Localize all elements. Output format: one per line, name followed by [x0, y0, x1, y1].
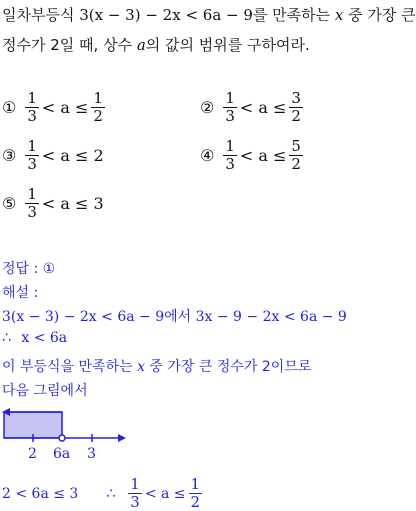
- problem-var-x: x: [334, 6, 344, 24]
- step1-lhs: 3(x − 3) − 2x < 6a − 9: [2, 309, 165, 325]
- answer-line: 정답 : ①: [2, 261, 56, 277]
- frac-numerator: 5: [291, 137, 301, 155]
- choice-rhs-frac: [91, 90, 105, 125]
- frac-denominator: 3: [130, 493, 140, 511]
- problem-line-2: [2, 34, 310, 56]
- number-line-diagram: [0, 402, 140, 462]
- open-circle: [59, 435, 65, 441]
- frac-denominator: 3: [225, 155, 235, 173]
- choice-number: ④: [200, 146, 215, 165]
- frac-denominator: 3: [27, 203, 37, 221]
- choice-2[interactable]: [200, 90, 306, 125]
- solution-header: 해설 :: [2, 285, 39, 301]
- frac-numerator: 1: [27, 89, 37, 107]
- frac-numerator: 1: [130, 475, 140, 493]
- frac-denominator: 2: [93, 107, 103, 125]
- choice-number: ①: [2, 98, 17, 117]
- choice-1[interactable]: [2, 90, 108, 125]
- choice-rhs-frac: [289, 90, 303, 125]
- choice-5[interactable]: [2, 186, 104, 221]
- choice-frac: [223, 138, 237, 173]
- choice-frac: [25, 138, 39, 173]
- choice-number: ⑤: [2, 194, 17, 213]
- solution-step-1: [2, 306, 347, 326]
- choice-number: ③: [2, 146, 17, 165]
- final-frac: [128, 476, 142, 511]
- final-therefore: ∴: [106, 485, 116, 502]
- problem-inequality: 3(x − 3) − 2x < 6a − 9: [79, 6, 253, 24]
- frac-denominator: 2: [291, 107, 301, 125]
- frac-numerator: 1: [27, 185, 37, 203]
- tick-label-3: 3: [87, 446, 96, 462]
- frac-denominator: 2: [291, 155, 301, 173]
- tick-label-2: 2: [28, 446, 37, 462]
- step2-inequality: x < 6a: [21, 330, 68, 346]
- choice-frac: [25, 186, 39, 221]
- step3-prefix: 이 부등식을 만족하는: [2, 359, 138, 375]
- choice-relation: < a ≤: [239, 146, 287, 165]
- final-left: 2 < 6a ≤ 3: [2, 485, 79, 502]
- right-arrowhead: [118, 434, 126, 442]
- problem-prefix: 일차부등식: [2, 6, 80, 24]
- frac-numerator: 3: [291, 89, 301, 107]
- problem-line-1: [2, 4, 416, 26]
- therefore-symbol: ∴: [2, 330, 11, 346]
- tick-label-6a: 6a: [53, 446, 71, 462]
- solution-step-4: 다음 그림에서: [2, 383, 88, 399]
- frac-denominator: 2: [190, 493, 201, 511]
- choice-frac: [25, 90, 39, 125]
- problem-suffix: 중 가장 큰: [343, 6, 416, 24]
- choice-frac: [223, 90, 237, 125]
- solution-step-2: [2, 330, 67, 346]
- choice-relation: < a ≤ 2: [41, 146, 104, 165]
- frac-denominator: 3: [27, 155, 37, 173]
- final-relation: < a ≤: [144, 485, 186, 502]
- choice-relation: < a ≤: [239, 98, 287, 117]
- step3-suffix: 중 가장 큰 정수가 2이므로: [144, 359, 312, 375]
- step1-rhs: 3x − 9 − 2x < 6a − 9: [195, 309, 347, 325]
- choice-4[interactable]: [200, 138, 306, 173]
- frac-numerator: 1: [93, 89, 103, 107]
- choice-rhs-frac: [289, 138, 303, 173]
- choice-relation: < a ≤: [41, 98, 89, 117]
- frac-denominator: 3: [27, 107, 37, 125]
- final-result: [2, 476, 205, 511]
- solution-step-3: [2, 356, 311, 376]
- frac-numerator: 1: [225, 137, 235, 155]
- problem-mid: 를 만족하는: [252, 6, 335, 24]
- frac-numerator: 1: [225, 89, 235, 107]
- frac-denominator: 3: [225, 107, 235, 125]
- choice-relation: < a ≤ 3: [41, 194, 104, 213]
- problem-var-a: a: [136, 36, 146, 54]
- frac-numerator: 1: [190, 475, 201, 493]
- choice-3[interactable]: [2, 138, 104, 173]
- choice-number: ②: [200, 98, 215, 117]
- step1-mid: 에서: [164, 309, 196, 325]
- frac-numerator: 1: [27, 137, 37, 155]
- final-rhs-frac: [189, 476, 203, 511]
- problem-line2-prefix: 정수가 2일 때, 상수: [2, 36, 137, 54]
- problem-line2-suffix: 의 값의 범위를 구하여라.: [145, 36, 310, 54]
- step3-var: x: [137, 359, 145, 375]
